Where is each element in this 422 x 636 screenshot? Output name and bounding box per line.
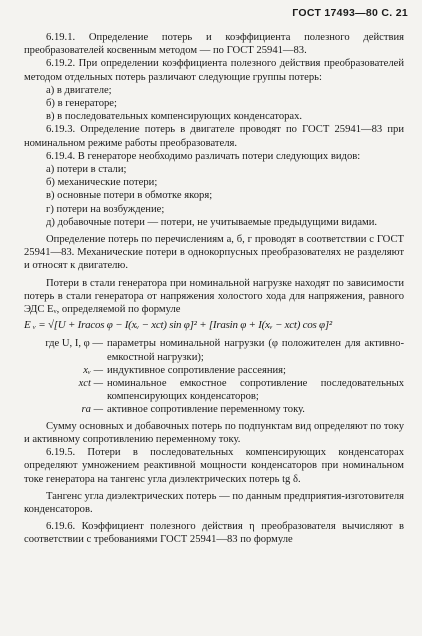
list-item: а) в двигателе; — [46, 84, 112, 96]
document-body — [24, 31, 404, 547]
list-item: д) добавочные потери — потери, не учитываемые предыдущими видами. — [46, 216, 378, 228]
legend-description: активное сопротивление переменному току. — [107, 404, 305, 416]
formula-legend — [24, 337, 404, 416]
paragraph-methods: Определение потерь по перечислениям а, б, г проводят в соответствии с ГОСТ 25941—83. Механические потери в однокорпусных преобразователях не разделяют и относят к двигателю. — [24, 234, 404, 272]
paragraph-6-19-2: 6.19.2. При определении коэффициента полезного действия преобразователей методом отдельных потерь различают следующие группы потерь: — [24, 58, 404, 83]
legend-symbol: ra — — [81, 404, 103, 416]
paragraph-6-19-6: 6.19.6. Коэффициент полезного действия η преобразователя вычисляют в соответствии с требованиями ГОСТ 25941—83 по формуле — [24, 521, 404, 546]
list-item: б) механические потери; — [46, 177, 158, 189]
paragraph-6-19-3: 6.19.3. Определение потерь в двигателе проводят по ГОСТ 25941—83 при номинальном режиме работы преобразователя. — [24, 124, 404, 149]
legend-description: индуктивное сопротивление рассеяния; — [107, 364, 287, 376]
paragraph-6-19-4: 6.19.4. В генераторе необходимо различать потери следующих видов: — [46, 150, 361, 162]
legend-symbol: xсt — — [78, 378, 103, 390]
paragraph-iron-losses: Потери в стали генератора при номинальной нагрузке находят по зависимости потерь в стали генератора от напряжения холостого хода для напряжения, равного ЭДС Eᵥ, определяемой по формуле — [24, 277, 404, 316]
paragraph-tangent: Тангенс угла диэлектрических потерь — по данным предприятия-изготовителя конденсаторов. — [24, 490, 404, 515]
list-item: б) в генераторе; — [46, 98, 117, 110]
paragraph-6-19-5: 6.19.5. Потери в последовательных компенсирующих конденсаторах определяют умножением реактивной мощности конденсаторов при номинальном токе генератора на тангенс угла диэлектрических потерь tg δ. — [24, 447, 404, 485]
legend-symbol: где U, I, φ — — [45, 338, 103, 350]
list-item: в) основные потери в обмотке якоря; — [46, 190, 213, 202]
list-item: в) в последовательных компенсирующих конденсаторах. — [46, 111, 303, 123]
paragraph-sum-losses: Сумму основных и добавочных потерь по подпунктам вид определяют по току и активному сопротивлению переменному току. — [24, 420, 404, 445]
list-item: г) потери на возбуждение; — [46, 203, 165, 215]
page-header: ГОСТ 17493—80 С. 21 — [292, 7, 408, 19]
emf-formula: E ᵥ = √[U + Iraсos φ − I(xᵥ − xсt) sin φ]² + [Irasin φ + I(xᵥ − xсt) cos φ]² — [24, 319, 332, 332]
legend-description: параметры номинальной нагрузки (φ положителен для активно-емкостной нагрузки); — [107, 338, 404, 363]
legend-description: номинальное емкостное сопротивление последовательных компенсирующих конденсаторов; — [107, 378, 404, 403]
paragraph-6-19-1: 6.19.1. Определение потерь и коэффициента полезного действия преобразователей косвенным методом — по ГОСТ 25941—83. — [24, 32, 404, 57]
list-item: а) потери в стали; — [46, 164, 127, 176]
legend-symbol: xᵥ — — [83, 364, 103, 376]
